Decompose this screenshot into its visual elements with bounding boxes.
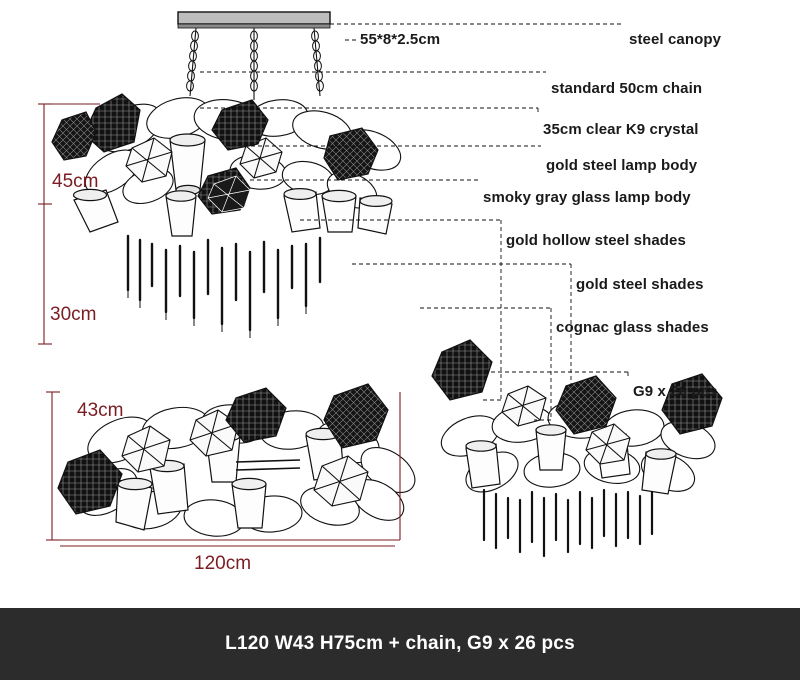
callout-k9-crystal: 35cm clear K9 crystal [543,121,699,138]
callout-cognac-glass-shades: cognac glass shades [556,319,709,336]
callout-smoky-gray-glass-lamp-body: smoky gray glass lamp body [483,189,691,206]
callout-canopy-size: 55*8*2.5cm [360,31,441,48]
callout-g9-bulbs: G9 x 26 pcs [633,383,718,400]
front-elevation-group [52,12,407,338]
dimension-height-30cm: 30cm [50,304,97,325]
dimension-height-45cm: 45cm [52,171,99,192]
dimension-length-120cm: 120cm [194,553,252,574]
footer-spec-bar [0,608,800,680]
footer-spec-text: L120 W43 H75cm + chain, G9 x 26 pcs [225,633,575,654]
callout-gold-steel-shades: gold steel shades [576,276,704,293]
callout-standard-chain: standard 50cm chain [551,80,703,97]
callout-steel-canopy: steel canopy [629,31,722,48]
dimension-depth-43cm: 43cm [77,400,124,421]
callout-gold-steel-lamp-body: gold steel lamp body [546,157,698,174]
callout-gold-hollow-steel-shades: gold hollow steel shades [506,232,686,249]
